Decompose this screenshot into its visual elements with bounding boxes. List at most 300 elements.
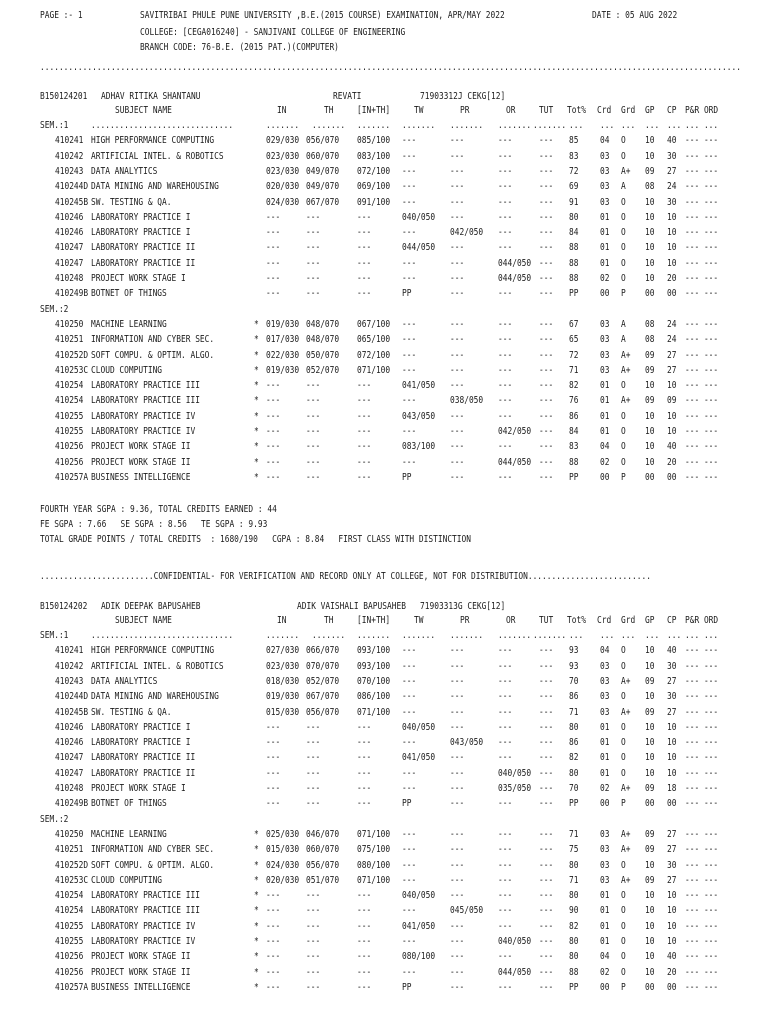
subject-name: INFORMATION AND CYBER SEC. [90,844,215,856]
total-percent: 82 [568,920,579,932]
pr-ord: --- --- [684,798,719,810]
subject-code: 410254 [54,905,84,917]
subject-name: HIGH PERFORMANCE COMPUTING [90,645,215,657]
total-percent: 82 [568,752,579,764]
grade: A+ [620,675,631,687]
marks-in-th: --- [356,456,372,468]
subject-code: 410241 [54,645,84,657]
credits: 03 [599,844,610,856]
credit-point: 10 [666,721,677,733]
subject-name: LABORATORY PRACTICE III [90,890,200,902]
dots-tut: ....... [532,120,567,131]
col-pr-ord: P&R ORD [684,615,719,626]
marks-tw: --- [401,874,417,886]
marks-in: --- [265,966,281,978]
grade-point: 10 [644,936,655,947]
subject-code: 410246 [54,721,84,733]
credit-point: 10 [666,890,677,902]
marks-th: --- [305,441,321,453]
marks-tut: --- [538,645,554,657]
total-percent: 88 [568,242,579,254]
credits: 00 [599,471,610,483]
marks-in-th: --- [356,981,372,993]
grade-point: 08 [644,181,655,193]
marks-tut: --- [538,844,554,856]
subject-code: 410254 [54,890,84,902]
col-grd: Grd [620,105,636,116]
grade: O [620,859,626,871]
marks-tw: PP [401,981,412,993]
marks-pr: --- [450,844,465,856]
marks-tut: --- [538,691,554,703]
marks-in: --- [265,257,281,269]
credit-point: 10 [666,257,677,269]
marks-in: --- [265,426,281,437]
marks-tw: --- [401,675,417,687]
fe-se-te-sgpa: FE SGPA : 7.66 SE SGPA : 8.56 TE SGPA : 9.93 [40,519,268,530]
marks-or: --- [497,691,513,703]
marks-tw: --- [401,395,417,407]
subject-code: 410249B [54,288,89,300]
marks-th: 067/070 [305,196,340,208]
grade-point: 09 [644,675,655,687]
marks-in-th: 071/100 [356,364,391,376]
subject-name: SW. TESTING & QA. [90,706,172,718]
marks-or: --- [497,874,513,886]
sem2-label: SEM.:2 [40,303,69,315]
credits: 03 [599,660,610,672]
subject-code: 410257A [54,471,89,483]
subject-code: 410245B [54,196,89,208]
marks-pr: --- [450,471,465,483]
grade: A [620,318,626,330]
subject-name: PROJECT WORK STAGE II [90,441,191,453]
credit-point: 00 [666,981,677,993]
credit-point: 00 [666,798,677,810]
marks-in: --- [265,227,281,239]
dots-cp: ... [666,120,682,131]
grade: O [620,951,626,963]
subject-code: 410250 [54,828,84,840]
marks-in-th: --- [356,227,372,239]
marks-tut: --- [538,211,554,223]
star-mark: * [253,380,259,392]
pr-ord: --- --- [684,645,719,657]
marks-in: --- [265,211,281,223]
marks-or: --- [497,752,513,764]
marks-or: --- [497,288,513,300]
total-percent: 80 [568,211,579,223]
credit-point: 10 [666,227,677,239]
marks-or: --- [497,349,513,361]
marks-or: --- [497,706,513,718]
marks-in: --- [265,752,281,764]
marks-tut: --- [538,273,554,284]
marks-tw: --- [401,691,417,703]
marks-in-th: 083/100 [356,150,391,162]
credits: 03 [599,181,610,193]
credit-point: 10 [666,211,677,223]
page-label: PAGE :- 1 [40,10,83,21]
total-percent: 84 [568,426,579,437]
grade-point: 00 [644,288,655,300]
marks-in: 019/030 [265,318,300,330]
credit-point: 00 [666,288,677,300]
total-percent: 76 [568,395,579,407]
marks-in-th: 071/100 [356,874,391,886]
marks-th: 066/070 [305,645,340,657]
marks-pr: --- [450,211,465,223]
sem1-label: SEM.:1 [40,120,69,131]
subject-code: 410245B [54,706,89,718]
grade-point: 10 [644,227,655,239]
marks-tut: --- [538,706,554,718]
col-cp: CP [666,105,677,116]
credits: 03 [599,364,610,376]
marks-in: 015/030 [265,706,300,718]
total-percent: 71 [568,364,579,376]
marks-pr: --- [450,783,465,794]
grade: O [620,767,626,779]
marks-th: --- [305,920,321,932]
marks-in-th: --- [356,380,372,392]
marks-in-th: 067/100 [356,318,391,330]
marks-or: --- [497,675,513,687]
marks-tut: --- [538,905,554,917]
grade-point: 10 [644,645,655,657]
marks-th: --- [305,737,321,749]
marks-tw: --- [401,456,417,468]
pr-ord: --- --- [684,181,719,193]
total-percent: 71 [568,828,579,840]
marks-tut: --- [538,181,554,193]
marks-or: --- [497,242,513,254]
prn-number: 71903313G CEKG[12] [419,601,506,612]
total-percent: 91 [568,196,579,208]
star-mark: * [253,981,259,993]
marks-th: --- [305,471,321,483]
marks-tw: 080/100 [401,951,436,963]
marks-or: 040/050 [497,767,532,779]
marks-or: --- [497,981,513,993]
grade: O [620,752,626,764]
dots-pr-ord: ... ... [684,630,719,641]
total-percent: 86 [568,737,579,749]
pr-ord: --- --- [684,905,719,917]
marks-or: --- [497,135,513,147]
grade: A [620,334,626,346]
marks-th: 070/070 [305,660,340,672]
grade-point: 10 [644,150,655,162]
dots-in: ....... [265,120,300,131]
total-percent: 86 [568,691,579,703]
marks-tw: PP [401,288,412,300]
pr-ord: --- --- [684,349,719,361]
credits: 03 [599,691,610,703]
marks-pr: --- [450,334,465,346]
subject-code: 410253C [54,874,89,886]
marks-pr: 045/050 [450,905,484,917]
grade: O [620,150,626,162]
dots-cp: ... [666,630,682,641]
credit-point: 30 [666,691,677,703]
grade: O [620,660,626,672]
pr-ord: --- --- [684,767,719,779]
grade: O [620,441,626,453]
subject-name: LABORATORY PRACTICE II [90,242,196,254]
dots-tw: ....... [401,630,436,641]
marks-tut: --- [538,783,554,794]
grade: O [620,257,626,269]
grade: O [620,905,626,917]
grade-point: 10 [644,456,655,468]
total-percent: 88 [568,257,579,269]
marks-tut: --- [538,675,554,687]
credit-point: 30 [666,196,677,208]
marks-in: 024/030 [265,196,300,208]
grade-point: 09 [644,874,655,886]
marks-tut: --- [538,966,554,978]
marks-pr: --- [450,920,465,932]
grade-point: 09 [644,706,655,718]
pr-ord: --- --- [684,471,719,483]
col-tut: TUT [538,615,554,626]
marks-or: --- [497,318,513,330]
marks-or: --- [497,645,513,657]
credits: 01 [599,242,610,254]
pr-ord: --- --- [684,691,719,703]
marks-pr: --- [450,257,465,269]
col-tw: TW [413,105,424,116]
pr-ord: --- --- [684,721,719,733]
col-th: TH [323,105,334,116]
student-name: ADIK DEEPAK BAPUSAHEB [100,601,201,612]
credit-point: 27 [666,349,677,361]
marks-tw: --- [401,966,417,978]
grade: O [620,936,626,947]
grade: O [620,242,626,254]
pr-ord: --- --- [684,334,719,346]
marks-th: --- [305,242,321,254]
marks-in: 029/030 [265,135,300,147]
grade-point: 00 [644,981,655,993]
marks-tut: --- [538,242,554,254]
marks-pr: --- [450,890,465,902]
total-percent: 93 [568,660,579,672]
pr-ord: --- --- [684,364,719,376]
marks-pr: --- [450,981,465,993]
star-mark: * [253,936,259,947]
subject-name: MACHINE LEARNING [90,318,167,330]
pr-ord: --- --- [684,936,719,947]
marks-or: --- [497,334,513,346]
student-name: ADHAV RITIKA SHANTANU [100,91,201,102]
subject-code: 410244D [54,691,89,703]
subject-name: LABORATORY PRACTICE III [90,395,200,407]
pr-ord: --- --- [684,951,719,963]
subject-name: LABORATORY PRACTICE IV [90,936,196,947]
total-percent: 70 [568,675,579,687]
col-in-th: [IN+TH] [356,615,391,626]
marks-in-th: 086/100 [356,691,391,703]
marks-tw: 040/050 [401,211,436,223]
grade: P [620,798,626,810]
col-pr-ord: P&R ORD [684,105,719,116]
pr-ord: --- --- [684,196,719,208]
pr-ord: --- --- [684,920,719,932]
marks-th: --- [305,410,321,422]
marks-in-th: 085/100 [356,135,391,147]
marks-or: 035/050 [497,783,532,794]
marks-th: 049/070 [305,181,340,193]
marks-in-th: --- [356,783,372,794]
marks-pr: --- [450,675,465,687]
col-pr: PR [459,615,470,626]
marks-in: --- [265,721,281,733]
marks-pr: --- [450,936,465,947]
marks-or: --- [497,380,513,392]
marks-in-th: --- [356,936,372,947]
subject-name: ARTIFICIAL INTEL. & ROBOTICS [90,150,224,162]
credits: 03 [599,165,610,177]
marks-tw: --- [401,318,417,330]
marks-in: 019/030 [265,691,300,703]
grade: O [620,135,626,147]
marks-pr: --- [450,767,465,779]
marks-th: 052/070 [305,675,340,687]
grade-point: 10 [644,752,655,764]
col-pr: PR [459,105,470,116]
marks-th: --- [305,273,321,284]
star-mark: * [253,426,259,437]
col-in: IN [276,615,287,626]
subject-code: 410255 [54,936,84,947]
subject-name: PROJECT WORK STAGE I [90,273,186,284]
marks-or: 044/050 [497,257,532,269]
sem1-label: SEM.:1 [40,630,69,641]
marks-th: --- [305,951,321,963]
subject-name: DATA ANALYTICS [90,675,158,687]
separator: .................................................................................................................................................... [40,62,741,73]
marks-in-th: --- [356,273,372,284]
marks-tut: --- [538,165,554,177]
dots-tut: ....... [532,630,567,641]
subject-name: LABORATORY PRACTICE II [90,767,196,779]
total-percent: 84 [568,227,579,239]
subject-code: 410256 [54,456,84,468]
marks-pr: 038/050 [450,395,484,407]
grade-point: 10 [644,737,655,749]
mother-name: ADIK VAISHALI BAPUSAHEB [296,601,406,612]
marks-in-th: 069/100 [356,181,391,193]
grade-point: 08 [644,334,655,346]
subject-name: CLOUD COMPUTING [90,874,163,886]
subject-name: PROJECT WORK STAGE II [90,966,191,978]
dots-or: ....... [497,120,532,131]
dots-inth: ....... [356,630,391,641]
marks-tw: 043/050 [401,410,436,422]
marks-or: 044/050 [497,456,532,468]
col-subject-name: SUBJECT NAME [114,105,172,116]
grade: O [620,456,626,468]
subject-name: LABORATORY PRACTICE IV [90,410,196,422]
grade: P [620,288,626,300]
marks-pr: --- [450,691,465,703]
marks-in-th: 072/100 [356,165,391,177]
marks-tut: --- [538,951,554,963]
marks-tw: 083/100 [401,441,436,453]
credit-point: 30 [666,660,677,672]
marks-tut: --- [538,257,554,269]
col-or: OR [505,615,516,626]
marks-in-th: 091/100 [356,196,391,208]
marks-tut: --- [538,737,554,749]
dots-gp: ... [644,120,660,131]
marks-or: 044/050 [497,273,532,284]
credit-point: 18 [666,783,677,794]
subject-name: LABORATORY PRACTICE I [90,211,191,223]
dots-inth: ....... [356,120,391,131]
marks-pr: 042/050 [450,227,484,239]
marks-in: 023/030 [265,165,300,177]
marks-th: --- [305,380,321,392]
cgpa-summary: TOTAL GRADE POINTS / TOTAL CREDITS : 1680/190 CGPA : 8.84 FIRST CLASS WITH DISTINCTION [40,534,471,545]
pr-ord: --- --- [684,981,719,993]
marks-pr: --- [450,828,465,840]
credit-point: 10 [666,936,677,947]
total-percent: 82 [568,380,579,392]
marks-in: --- [265,951,281,963]
marks-pr: --- [450,456,465,468]
subject-name: INFORMATION AND CYBER SEC. [90,334,215,346]
marks-in: --- [265,273,281,284]
marks-tw: PP [401,471,412,483]
marks-tw: --- [401,257,417,269]
marks-or: --- [497,364,513,376]
marks-in: 025/030 [265,828,300,840]
marks-th: 048/070 [305,334,340,346]
marks-tut: --- [538,767,554,779]
grade-point: 10 [644,905,655,917]
credit-point: 10 [666,905,677,917]
pr-ord: --- --- [684,135,719,147]
grade-point: 09 [644,395,655,407]
marks-tut: --- [538,380,554,392]
subject-code: 410243 [54,165,84,177]
subject-code: 410244D [54,181,89,193]
total-percent: 67 [568,318,579,330]
credit-point: 27 [666,364,677,376]
col-gp: GP [644,105,655,116]
grade: O [620,380,626,392]
credits: 04 [599,951,610,963]
subject-code: 410252D [54,859,89,871]
marks-th: --- [305,395,321,407]
marks-tw: 040/050 [401,890,436,902]
total-percent: PP [568,288,579,300]
marks-th: --- [305,257,321,269]
marks-in-th: --- [356,951,372,963]
marks-tw: --- [401,645,417,657]
grade: A+ [620,349,631,361]
subject-name: DATA MINING AND WAREHOUSING [90,691,219,703]
marks-tw: --- [401,165,417,177]
pr-ord: --- --- [684,660,719,672]
grade: A+ [620,844,631,856]
marks-in: --- [265,981,281,993]
marks-th: 060/070 [305,150,340,162]
sem2-label: SEM.:2 [40,813,69,825]
